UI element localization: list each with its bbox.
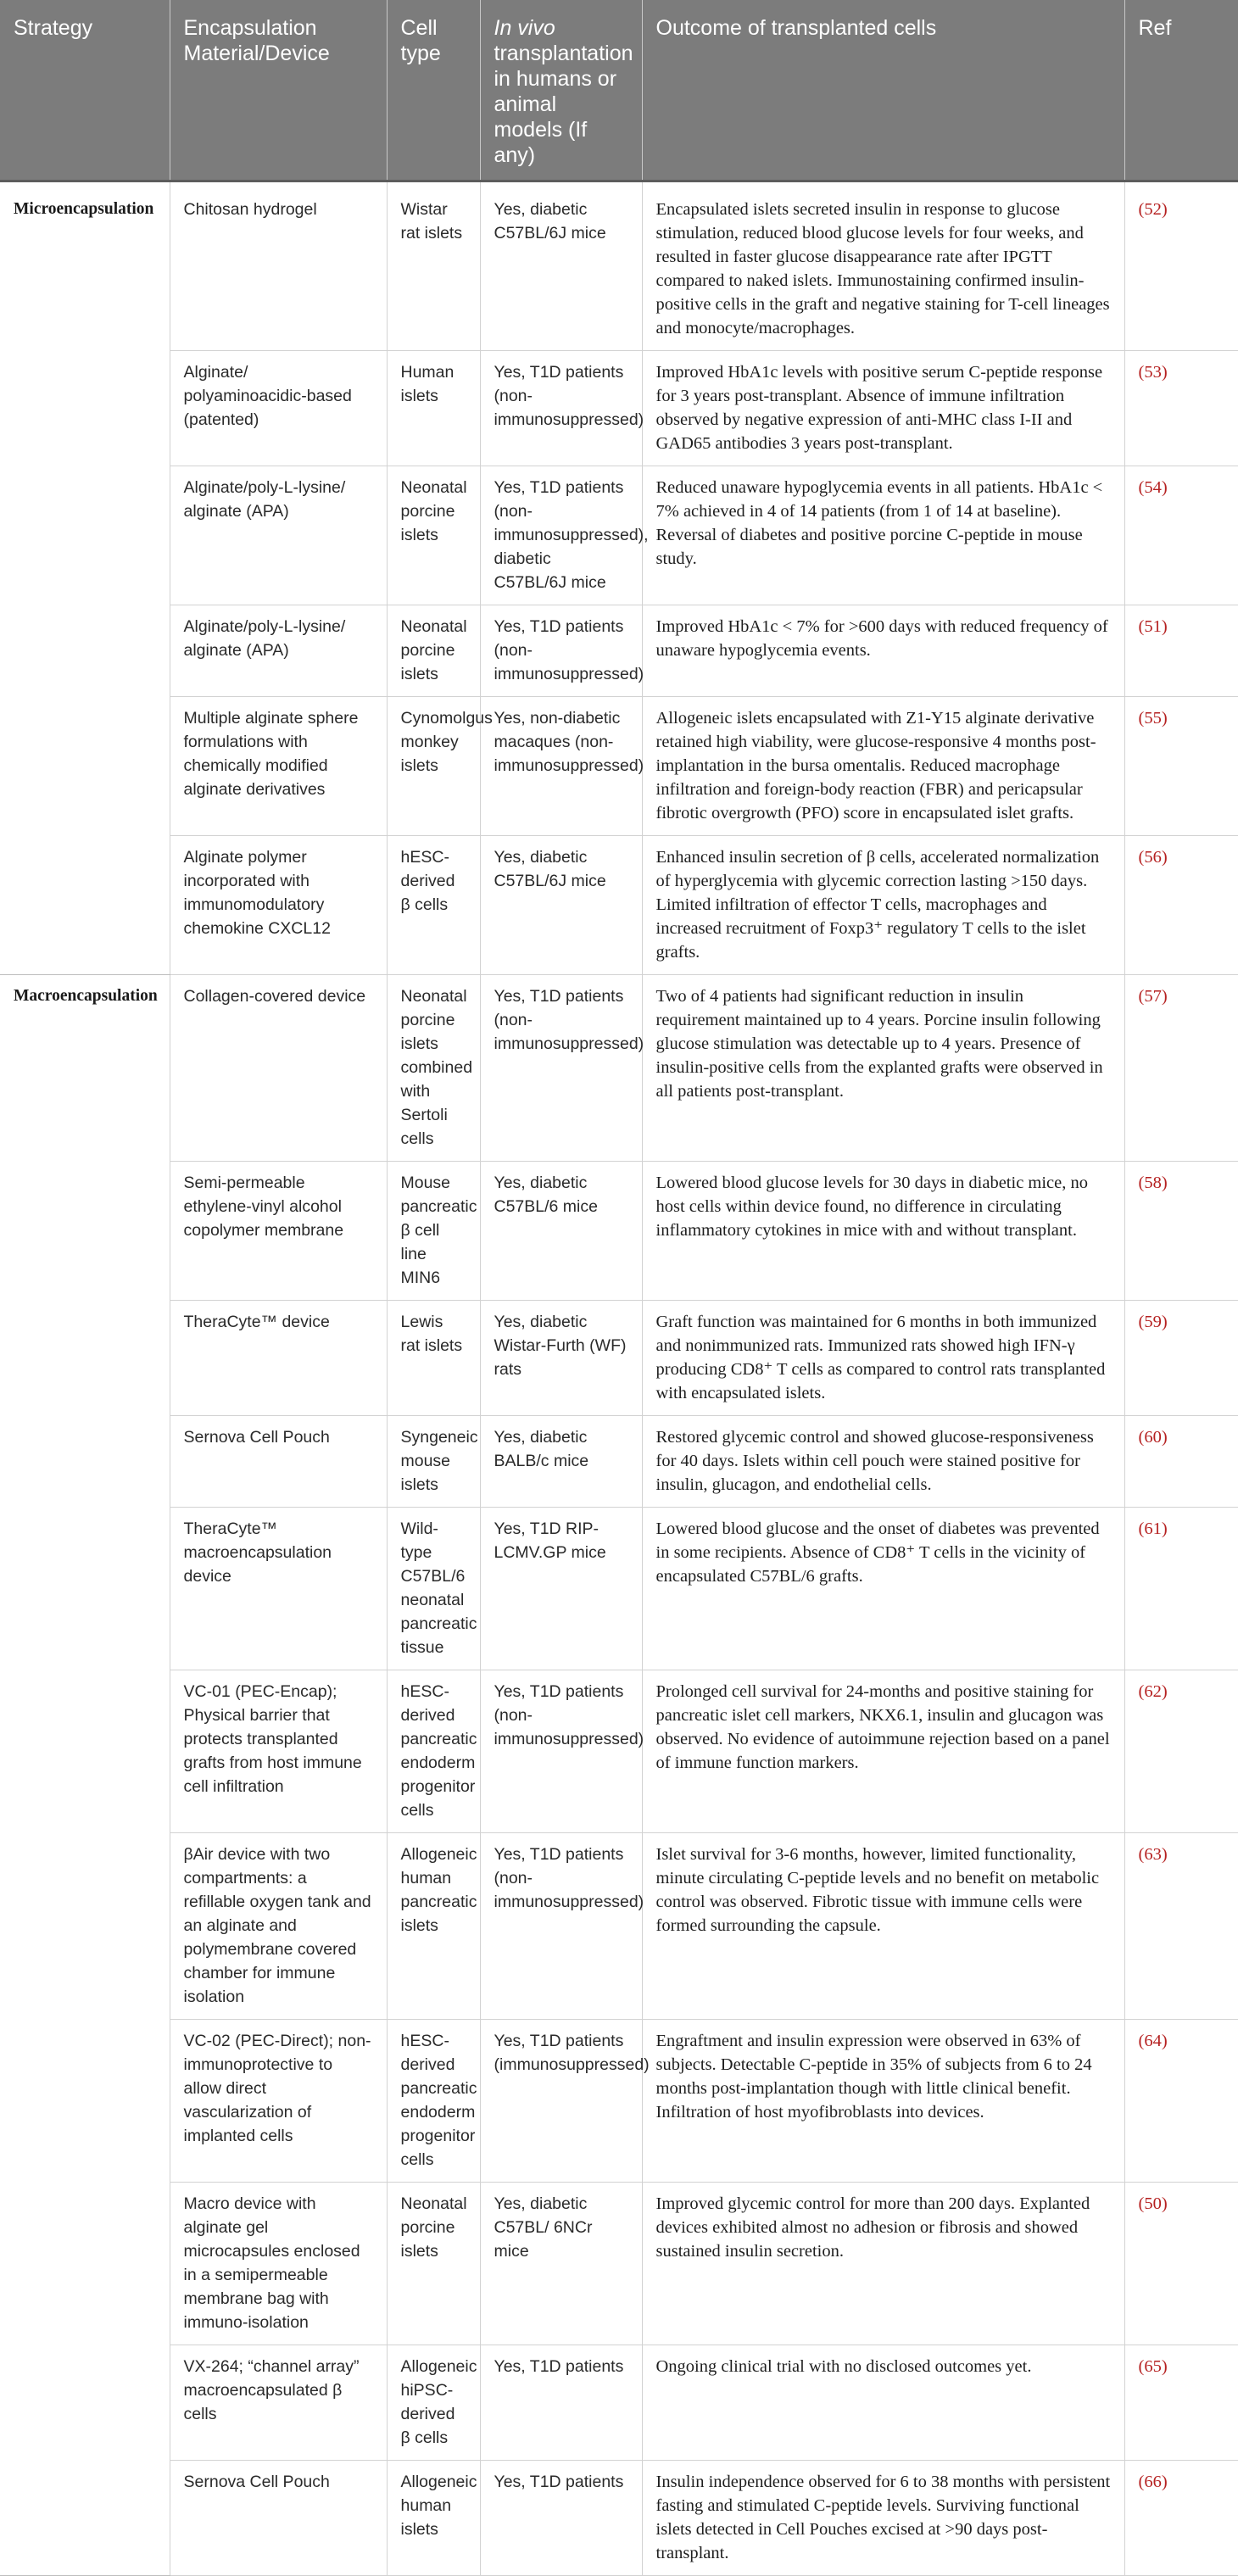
material-cell: Semi-permeable ethylene-vinyl alcohol copolymer membrane [170, 1162, 387, 1301]
table-row [0, 2461, 1238, 2576]
in-vivo-cell: Yes, T1D patients (non-immunosuppressed) [480, 351, 642, 466]
material-cell: Sernova Cell Pouch [170, 2461, 387, 2576]
table-row [0, 605, 1238, 697]
cell-type-cell: Neonatal porcine islets [387, 2183, 480, 2345]
in-vivo-cell: Yes, T1D patients (non-immunosuppressed) [480, 1670, 642, 1833]
in-vivo-cell: Yes, non-diabetic macaques (non-immunosuppressed) [480, 697, 642, 836]
material-cell: Collagen-covered device [170, 975, 387, 1162]
in-vivo-cell: Yes, diabetic Wistar-Furth (WF) rats [480, 1301, 642, 1416]
strategy-cell: Microencapsulation [0, 181, 170, 975]
material-cell: VC-02 (PEC-Direct); non-immunoprotective to allow direct vascularization of implanted cells [170, 2020, 387, 2183]
in-vivo-cell: Yes, T1D patients (immunosuppressed) [480, 2020, 642, 2183]
ref-link[interactable]: (57) [1124, 975, 1238, 1162]
outcome-cell: Insulin independence observed for 6 to 38 months with persistent fasting and stimulated C-peptide levels. Surviving functional islets detected in Cell Pouches excised at >90 days post-transplant. [642, 2461, 1124, 2576]
cell-type-cell: Wild-type C57BL/6 neonatal pancreatic tissue [387, 1508, 480, 1670]
in-vivo-cell: Yes, diabetic C57BL/6J mice [480, 836, 642, 975]
table-row [0, 697, 1238, 836]
outcome-cell: Lowered blood glucose levels for 30 days in diabetic mice, no host cells within device found, no difference in circulating inflammatory cytokines in mice with and without transplant. [642, 1162, 1124, 1301]
table-row [0, 1833, 1238, 2020]
outcome-cell: Two of 4 patients had significant reduction in insulin requirement maintained up to 4 years. Porcine insulin following glucose stimulation was detectable up to 4 years. Presence of insulin-positive cells from the explanted grafts were observed in all patients post-transplant. [642, 975, 1124, 1162]
table-row [0, 1162, 1238, 1301]
header-strategy: Strategy [0, 0, 170, 181]
table-row [0, 1670, 1238, 1833]
ref-link[interactable]: (51) [1124, 605, 1238, 697]
outcome-cell: Improved glycemic control for more than 200 days. Explanted devices exhibited almost no adhesion or fibrosis and showed sustained insulin secretion. [642, 2183, 1124, 2345]
material-cell: VC-01 (PEC-Encap); Physical barrier that protects transplanted grafts from host immune cell infiltration [170, 1670, 387, 1833]
material-cell: βAir device with two compartments: a refillable oxygen tank and an alginate and polymembrane covered chamber for immune isolation [170, 1833, 387, 2020]
header-in-vivo-italic: In vivo [494, 16, 555, 40]
ref-link[interactable]: (50) [1124, 2183, 1238, 2345]
cell-type-cell: Allogeneic human islets [387, 2461, 480, 2576]
cell-type-cell: Mouse pancreatic β cell line MIN6 [387, 1162, 480, 1301]
table-row [0, 351, 1238, 466]
in-vivo-cell: Yes, T1D patients (non-immunosuppressed) [480, 975, 642, 1162]
cell-type-cell: hESC-derived pancreatic endoderm progenitor cells [387, 1670, 480, 1833]
outcome-cell: Lowered blood glucose and the onset of diabetes was prevented in some recipients. Absence of CD8⁺ T cells in the vicinity of encapsulated C57BL/6 grafts. [642, 1508, 1124, 1670]
outcome-cell: Allogeneic islets encapsulated with Z1-Y15 alginate derivative retained high viability, were glucose-responsive 4 months post-implantation in the bursa omentalis. Reduced macrophage infiltration and foreign-body reaction (FBR) and pericapsular fibrotic overgrowth (PFO) score in encapsulated islet grafts. [642, 697, 1124, 836]
cell-type-cell: Neonatal porcine islets [387, 466, 480, 605]
cell-type-cell: hESC-derived β cells [387, 836, 480, 975]
ref-link[interactable]: (53) [1124, 351, 1238, 466]
in-vivo-cell: Yes, T1D patients [480, 2461, 642, 2576]
cell-type-cell: Human islets [387, 351, 480, 466]
header-outcome: Outcome of transplanted cells [642, 0, 1124, 181]
header-ref: Ref [1124, 0, 1238, 181]
ref-link[interactable]: (65) [1124, 2345, 1238, 2461]
cell-type-cell: Lewis rat islets [387, 1301, 480, 1416]
material-cell: Alginate/ polyaminoacidic-based (patented) [170, 351, 387, 466]
cell-type-cell: hESC-derived pancreatic endoderm progenitor cells [387, 2020, 480, 2183]
in-vivo-cell: Yes, diabetic C57BL/6 mice [480, 1162, 642, 1301]
ref-link[interactable]: (62) [1124, 1670, 1238, 1833]
table-row [0, 1416, 1238, 1508]
ref-link[interactable]: (55) [1124, 697, 1238, 836]
table-row [0, 1301, 1238, 1416]
table-row [0, 2345, 1238, 2461]
material-cell: VX-264; “channel array” macroencapsulated β cells [170, 2345, 387, 2461]
material-cell: Sernova Cell Pouch [170, 1416, 387, 1508]
header-in-vivo-rest: transplantation in humans or animal models (If any) [494, 42, 633, 167]
outcome-cell: Graft function was maintained for 6 months in both immunized and nonimmunized rats. Immunized rats showed high IFN-γ producing CD8⁺ T cells as compared to control rats transplanted with encapsulated islets. [642, 1301, 1124, 1416]
material-cell: Alginate/poly-L-lysine/ alginate (APA) [170, 466, 387, 605]
in-vivo-cell: Yes, T1D patients (non-immunosuppressed) [480, 1833, 642, 2020]
ref-link[interactable]: (60) [1124, 1416, 1238, 1508]
table-row [0, 2020, 1238, 2183]
material-cell: Multiple alginate sphere formulations with chemically modified alginate derivatives [170, 697, 387, 836]
table-row [0, 836, 1238, 975]
ref-link[interactable]: (52) [1124, 181, 1238, 351]
table-row [0, 975, 1238, 1162]
outcome-cell: Improved HbA1c levels with positive serum C-peptide response for 3 years post-transplant. Absence of immune infiltration observed by negative expression of anti-MHC class I-II and GAD65 antibodies 3 years post-transplant. [642, 351, 1124, 466]
outcome-cell: Ongoing clinical trial with no disclosed outcomes yet. [642, 2345, 1124, 2461]
strategy-cell: Macroencapsulation [0, 975, 170, 2576]
in-vivo-cell: Yes, T1D patients [480, 2345, 642, 2461]
outcome-cell: Reduced unaware hypoglycemia events in all patients. HbA1c < 7% achieved in 4 of 14 patients (from 1 of 14 at baseline). Reversal of diabetes and positive porcine C-peptide in mouse study. [642, 466, 1124, 605]
material-cell: Alginate polymer incorporated with immunomodulatory chemokine CXCL12 [170, 836, 387, 975]
ref-link[interactable]: (61) [1124, 1508, 1238, 1670]
in-vivo-cell: Yes, T1D patients (non-immunosuppressed) [480, 605, 642, 697]
table-header-row [0, 0, 1238, 181]
in-vivo-cell: Yes, T1D RIP-LCMV.GP mice [480, 1508, 642, 1670]
header-in-vivo [480, 0, 642, 181]
header-cell-type: Cell type [387, 0, 480, 181]
ref-link[interactable]: (63) [1124, 1833, 1238, 2020]
header-material: Encapsulation Material/Device [170, 0, 387, 181]
ref-link[interactable]: (66) [1124, 2461, 1238, 2576]
ref-link[interactable]: (54) [1124, 466, 1238, 605]
table-row [0, 466, 1238, 605]
outcome-cell: Engraftment and insulin expression were observed in 63% of subjects. Detectable C-peptide in 35% of subjects from 6 to 24 months post-implantation though with little clinical benefit. Infiltration of host myofibroblasts into devices. [642, 2020, 1124, 2183]
material-cell: Chitosan hydrogel [170, 181, 387, 351]
cell-type-cell: Neonatal porcine islets [387, 605, 480, 697]
cell-type-cell: Allogeneic hiPSC-derived β cells [387, 2345, 480, 2461]
in-vivo-cell: Yes, diabetic C57BL/ 6NCr mice [480, 2183, 642, 2345]
table-row [0, 2183, 1238, 2345]
ref-link[interactable]: (64) [1124, 2020, 1238, 2183]
cell-type-cell: Allogeneic human pancreatic islets [387, 1833, 480, 2020]
material-cell: TheraCyte™ device [170, 1301, 387, 1416]
outcome-cell: Restored glycemic control and showed glucose-responsiveness for 40 days. Islets within cell pouch were stained positive for insulin, glucagon, and endothelial cells. [642, 1416, 1124, 1508]
table-row [0, 181, 1238, 351]
outcome-cell: Enhanced insulin secretion of β cells, accelerated normalization of hyperglycemia with glycemic correction lasting >150 days. Limited infiltration of effector T cells, macrophages and increased recruitment of Foxp3⁺ regulatory T cells to the islet grafts. [642, 836, 1124, 975]
ref-link[interactable]: (56) [1124, 836, 1238, 975]
material-cell: Macro device with alginate gel microcapsules enclosed in a semipermeable membrane bag with immuno-isolation [170, 2183, 387, 2345]
material-cell: Alginate/poly-L-lysine/ alginate (APA) [170, 605, 387, 697]
cell-type-cell: Wistar rat islets [387, 181, 480, 351]
outcome-cell: Islet survival for 3-6 months, however, limited functionality, minute circulating C-peptide levels and no benefit on metabolic control was observed. Fibrotic tissue with immune cells were formed surrounding the capsule. [642, 1833, 1124, 2020]
ref-link[interactable]: (58) [1124, 1162, 1238, 1301]
outcome-cell: Encapsulated islets secreted insulin in response to glucose stimulation, reduced blood glucose levels for four weeks, and resulted in faster glucose disappearance rate after IPGTT compared to naked islets. Immunostaining confirmed insulin-positive cells in the graft and negative staining for T-cell lineages and monocyte/macrophages. [642, 181, 1124, 351]
cell-type-cell: Syngeneic mouse islets [387, 1416, 480, 1508]
material-cell: TheraCyte™ macroencapsulation device [170, 1508, 387, 1670]
outcome-cell: Prolonged cell survival for 24-months and positive staining for pancreatic islet cell markers, NKX6.1, insulin and glucagon was observed. No evidence of autoimmune rejection based on a panel of immune function markers. [642, 1670, 1124, 1833]
ref-link[interactable]: (59) [1124, 1301, 1238, 1416]
cell-type-cell: Neonatal porcine islets combined with Sertoli cells [387, 975, 480, 1162]
in-vivo-cell: Yes, diabetic BALB/c mice [480, 1416, 642, 1508]
in-vivo-cell: Yes, diabetic C57BL/6J mice [480, 181, 642, 351]
in-vivo-cell: Yes, T1D patients (non-immunosuppressed), diabetic C57BL/6J mice [480, 466, 642, 605]
table-row [0, 1508, 1238, 1670]
cell-type-cell: Cynomolgus monkey islets [387, 697, 480, 836]
outcome-cell: Improved HbA1c < 7% for >600 days with reduced frequency of unaware hypoglycemia events. [642, 605, 1124, 697]
